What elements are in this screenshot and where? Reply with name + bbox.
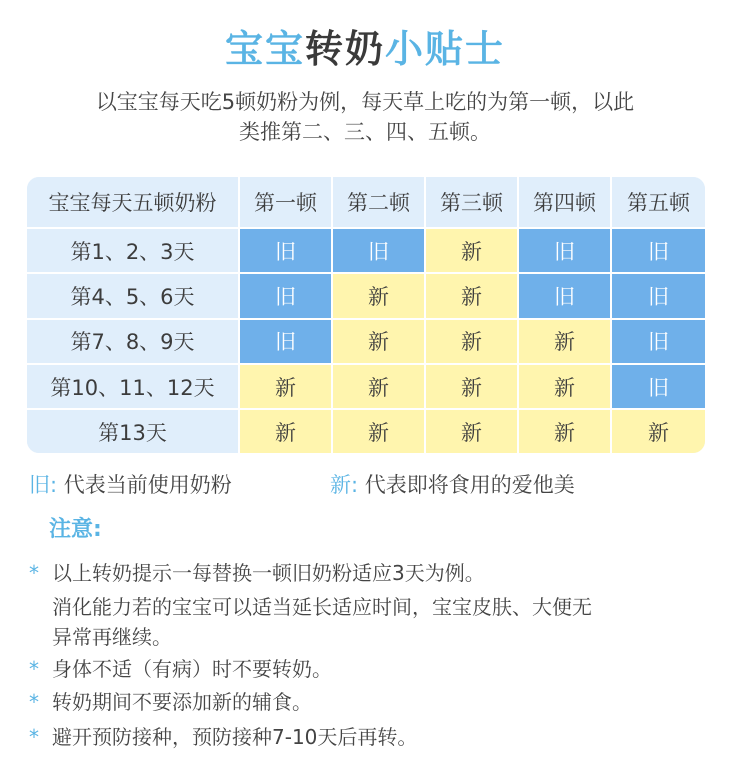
header-cell: 第三顿	[426, 177, 519, 229]
table-header-row	[27, 177, 705, 229]
intro-line-1: 以宝宝每天吃5顿奶粉为例，每天草上吃的为第一顿，以此	[95, 90, 635, 114]
title-part-1: 宝宝	[224, 27, 305, 71]
note-line: 以上转奶提示一每替换一顿旧奶粉适应3天为例。	[52, 561, 485, 585]
cell-old: 旧	[612, 320, 705, 365]
cell-old: 旧	[519, 274, 612, 319]
cell-new: 新	[519, 365, 612, 410]
row-label: 第4、5、6天	[27, 274, 240, 319]
cell-old: 旧	[612, 229, 705, 274]
cell-new: 新	[333, 410, 426, 453]
cell-old: 旧	[333, 229, 426, 274]
header-cell: 第一顿	[240, 177, 333, 229]
cell-new: 新	[426, 320, 519, 365]
header-cell: 第二顿	[333, 177, 426, 229]
cell-new: 新	[519, 410, 612, 453]
cell-old: 旧	[240, 229, 333, 274]
table-row	[27, 410, 705, 453]
cell-new: 新	[519, 320, 612, 365]
table-row	[27, 229, 705, 274]
table-row	[27, 365, 705, 410]
header-cell: 第四顿	[519, 177, 612, 229]
cell-old: 旧	[612, 365, 705, 410]
cell-new: 新	[426, 410, 519, 453]
feeding-schedule-table	[27, 177, 705, 453]
note-line: 异常再继续。	[52, 625, 172, 649]
row-label: 第10、11、12天	[27, 365, 240, 410]
cell-new: 新	[333, 320, 426, 365]
cell-new: 新	[240, 365, 333, 410]
bullet-star-icon: *	[29, 561, 39, 585]
intro-line-2: 类推第二、三、四、五顿。	[239, 120, 491, 144]
table-row	[27, 274, 705, 319]
title-part-3: 小贴士	[385, 27, 506, 71]
legend-new	[330, 470, 575, 500]
cell-new: 新	[612, 410, 705, 453]
cell-old: 旧	[612, 274, 705, 319]
row-label: 第7、8、9天	[27, 320, 240, 365]
legend-new-key: 新:	[330, 473, 359, 497]
note-line: 消化能力若的宝宝可以适当延长适应时间，宝宝皮肤、大便无	[52, 595, 592, 619]
row-label: 第1、2、3天	[27, 229, 240, 274]
cell-new: 新	[240, 410, 333, 453]
legend-old	[29, 470, 232, 500]
legend-old-key: 旧:	[29, 473, 58, 497]
cell-old: 旧	[240, 274, 333, 319]
row-label: 第13天	[27, 410, 240, 453]
header-cell: 宝宝每天五顿奶粉	[27, 177, 240, 229]
title-part-2: 转奶	[304, 27, 385, 71]
cell-new: 新	[333, 365, 426, 410]
cell-old: 旧	[240, 320, 333, 365]
legend-old-text: 代表当前使用奶粉	[63, 473, 232, 497]
cell-old: 旧	[519, 229, 612, 274]
cell-new: 新	[333, 274, 426, 319]
notes-title: 注意:	[49, 517, 102, 542]
note-line: 避开预防接种，预防接种7-10天后再转。	[52, 725, 418, 749]
bullet-star-icon: *	[29, 657, 39, 681]
page-title	[0, 26, 730, 72]
cell-new: 新	[426, 274, 519, 319]
note-line: 转奶期间不要添加新的辅食。	[52, 690, 312, 714]
header-cell: 第五顿	[612, 177, 705, 229]
note-line: 身体不适（有病）时不要转奶。	[52, 657, 332, 681]
bullet-star-icon: *	[29, 725, 39, 749]
cell-new: 新	[426, 229, 519, 274]
table-row	[27, 320, 705, 365]
legend-new-text: 代表即将食用的爱他美	[364, 473, 575, 497]
cell-new: 新	[426, 365, 519, 410]
bullet-star-icon: *	[29, 690, 39, 714]
